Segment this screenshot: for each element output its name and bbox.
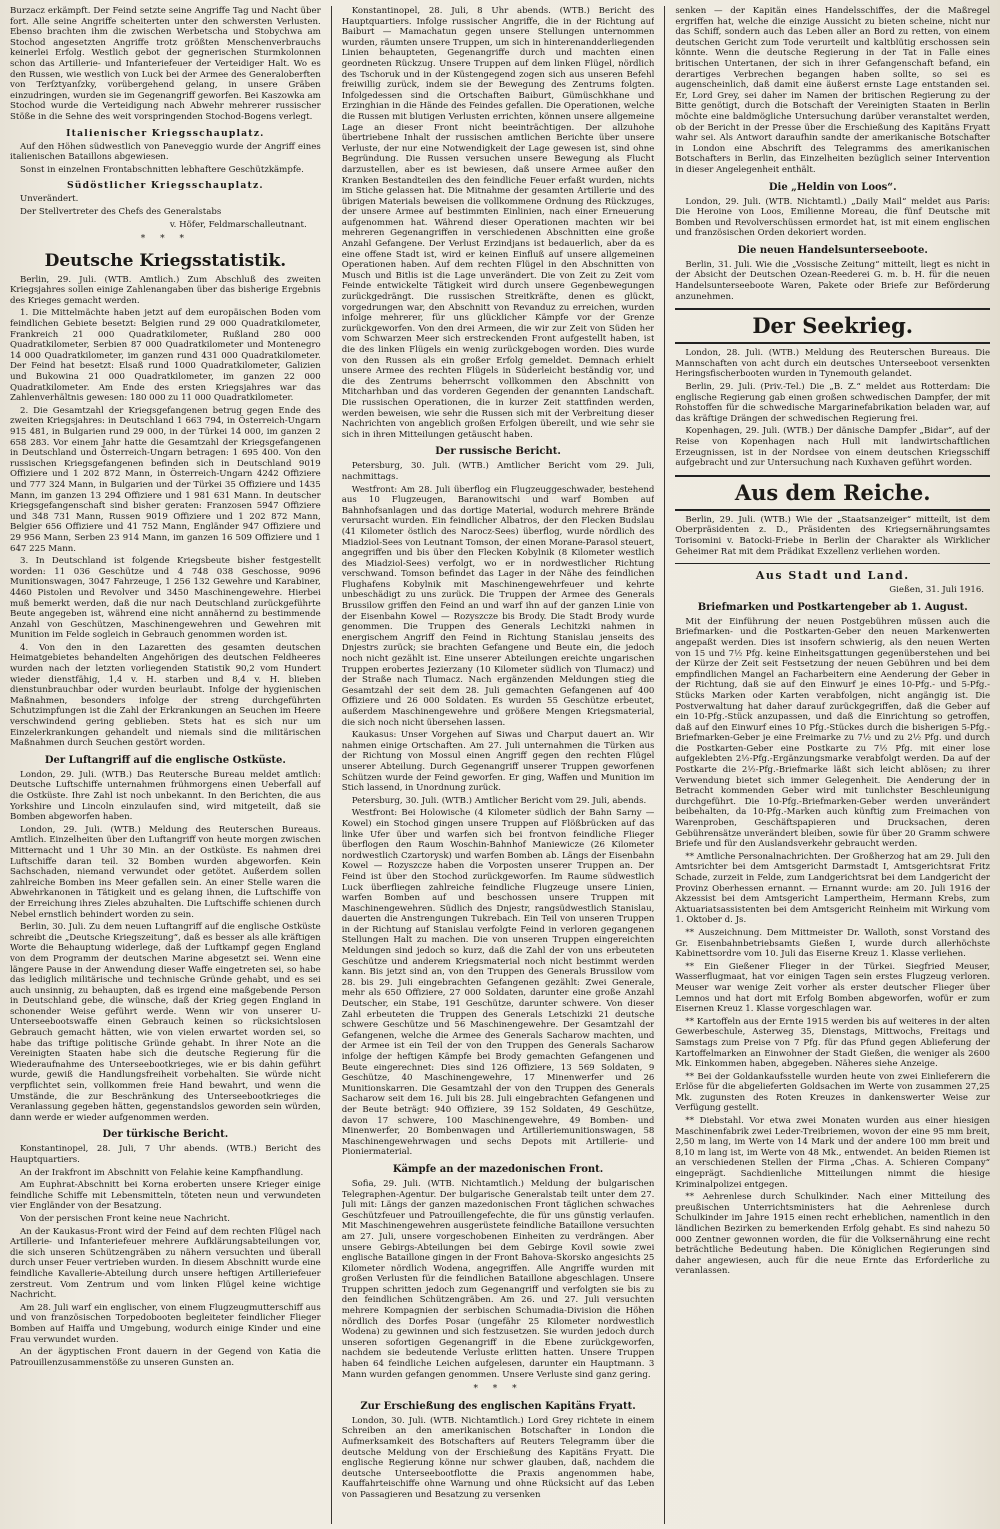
paragraph: 4. Von den in den Lazaretten des gesamten deutschen Heimatgebietes behandelten Angehörigen des deutschen Feldheeres wurden nach der letzten vorliegenden Statistik 90,2 vom Hundert wieder dienstfähig, 1,4 v. H. starben und 8,4 v. H. blieben dienstunbrauchbar oder wurden beurlaubt. Infolge der hygienischen Maßnahmen, besonders infolge der streng durchgeführten Schutzimpfungen ist die Zahl der Erkrankungen an Seuchen im Heere verschwindend gering geblieben. Stets hat es sich nur um Einzelerkrankungen gehandelt und niemals sind die militärischen Maßnahmen durch Seuchen gestört worden. — [10, 642, 321, 749]
article-title: Zur Erschießung des englischen Kapitäns Fryatt. — [360, 1400, 636, 1412]
section-banner: Der Seekrieg. — [675, 308, 990, 344]
paragraph: Petersburg, 30. Juli. (WTB.) Amtlicher Bericht vom 29. Juli, abends. — [351, 795, 647, 806]
paragraph: Kopenhagen, 29. Juli. (WTB.) Der dänische Dampfer „Bidar“, auf der Reise von Kopenhagen nach Hull mit landwirtschaftlichen Erzeugnissen, ist in der Nordsee von einem deutschen Kriegsschiff aufgebracht und zur Untersuchung nach Kuxhaven geführt worden. — [675, 426, 991, 469]
paragraph: Westfront: Am 28. Juli überflog ein Flugzeuggeschwader, bestehend aus 10 Flugzeugen, Baranowitschi und warf Bomben auf Bahnhofsanlagen und das dortige Material, wodurch mehrere Brände verursacht wurden. Ein feindlicher Albatros, der den Flecken Budslau (41 Kilometer östlich des Narocz-Sees) überflog, wurde nördlich des Miadziol-Sees von Leutnant Tomson, der einen Morane-Parasol steuert, angegriffen und bis über den Flecken Kobylnik (8 Kilometer westlich des Miadziol-Sees) verfolgt, wo er in nordwestlicher Richtung verschwand. Tomson befindet das Lager in der Nähe des feindlichen Flughafens Kobylnik mit Maschinengewehrfeuer und kehrte unbeschädigt zu uns zurück. Die Truppen der Armee des Generals Brussilow griffen den Feind an und warf ihn auf der ganzen Linie von der Eisenbahn Kowel — Rozyszcze bis Brody. Die Stadt Brody wurde genommen. Die Truppen des Generals Lechitzki nahmen in energischem Angriff den Feind in Richtung Stanislau jenseits des Dnjestrs zurück; sie brachten Gefangene und Beute ein, die jedoch noch nicht gezählt ist. Eine unserer Abteilungen ereichte ungarischen Truppen erobertes Jezierzany (10 Kilometer südlich von Tlumacz) und der Straße nach Tlumacz. Nach ergänzenden Meldungen stieg die Gesamtzahl der seit dem 28. Juli gemachten Gefangenen auf 400 Offiziere und 26 000 Soldaten. Es wurden 55 Geschütze erbeutet, außerdem Maschinengewehre und größere Mengen Kriegsmaterial, die sich noch nicht übersehen lassen. — [341, 484, 655, 728]
paragraph: Burzacz erkämpft. Der Feind setzte seine Angriffe Tag und Nacht über fort. Alle seine Angriffe scheiterten unter den schwersten Verlusten. Ebenso brachten ihm die zwischen Werbetscha und Stobychwa am Stochod angesetzten Angriffe trotz größten Menschenverbrauchs keinerlei Erfolg. Westlich gebot der gegnerischen Sturmkolonnen schon das Artillerie- und Infanteriefeuer der Verteidiger Halt. Wo es den Russen, wie westlich von Luck bei der Armee des Generaloberften von Terſztyanſzky, vorübergehend gelang, in unsere Gräben einzudringen, wurden sie im Gegenangriff geworfen. Bei Kaszowka am Stochod wurde die Verteidigung nach Abwehr mehrerer russischer Stöße in die Sehne des weit vorspringenden Stochod-Bogens verlegt. — [10, 6, 321, 122]
paragraph: Petersburg, 30. Juli. (WTB.) Amtlicher Bericht vom 29. Juli, nachmittags. — [341, 461, 655, 482]
paragraph: London, 28. Juli. (WTB.) Meldung des Reuterschen Bureaus. Die Mannschaften von acht durch ein deutsches Unterseeboot versenkten Heringsfischerbooten wurden in Tynemouth gelandet. — [675, 348, 991, 380]
paragraph: London, 29. Juli. (WTB. Nichtamtl.) „Daily Mail“ meldet aus Paris: Die Heroine von Loos, Emilienne Moreau, die fünf Deutsche mit Bomben und Revolverschüssen ermordet hat, ist mit einem englischen und französischen Orden dekoriert worden. — [675, 196, 991, 239]
paragraph: 2. Die Gesamtzahl der Kriegsgefangenen betrug gegen Ende des zweiten Kriegsjahres: in Deutschland 1 663 794, in Österreich-Ungarn 915 481, in Bulgarien rund 29 000, in der Türkei 14 000, im ganzen 2 658 283. Vor einem Jahr hatte die Gesamtzahl der Kriegsgefangenen in Deutschland und Österreich-Ungarn betragen: 1 695 400. Von den russischen Kriegsgefangenen befinden sich in Deutschland 9019 Offiziere und 1 202 872 Mann, in Österreich-Ungarn 4242 Offiziere und 777 324 Mann, in Bulgarien und der Türkei 35 Offiziere und 1435 Mann, im ganzen 13 294 Offiziere und 1 981 631 Mann. In deutscher Kriegsgefangenschaft sind bisher geraten: Franzosen 5947 Offiziere und 348 731 Mann, Russen 9019 Offiziere und 1 202 872 Mann, Belgier 656 Offiziere und 41 752 Mann, Engländer 947 Offiziere und 29 956 Mann, Serben 23 914 Mann, im ganzen 16 509 Offiziere und 1 647 225 Mann. — [10, 405, 321, 554]
paragraph: Sofia, 29. Juli. (WTB. Nichtamtlich.) Meldung der bulgarischen Telegraphen-Agentur. Der bulgarische Generalstab teilt unter dem 27. Juli mit: Längs der ganzen mazedonischen Front täglichen schwaches Geschützfeuer und Patrouillengefechte, die für uns günstig verlaufen. Mit Maschinengewehren ausgerüstete feindliche Bataillone versuchten am 27. Juli, unsere vorgeschobenen Einheiten zu verdrängen. Aber unsere Gebirgs-Abteilungen bei dem Gebirge Kovil sowie zwei englische Bataillone gingen in der Front Bahova-Skorsko angesichts 25 Kilometer nördlich Wodena, angegriffen. Alle Angriffe wurden mit großen Verlusten für die feindlichen Bataillone abgeschlagen. Unsere Truppen schritten jedoch zum Gegenangriff und verfolgten sie bis zu den feindlichen Schützengräben. Am 26. und 27. Juli versuchten mehrere Kompagnien der serbischen Schumadia-Division die Höhen nördlich des Dorfes Posar (ungefähr 25 Kilometer nordwestlich Wodena) zu gewinnen und sich festzusetzen. Sie wurden jedoch durch unseren sofortigen Gegenangriff in die Ebene zurückgeworfen, nachdem sie bedeutende Verluste erlitten hatten. Unsere Truppen haben 64 feindliche Leichen aufgelesen, darunter ein Hauptmann. 3 Mann wurden gefangen genommen. Unsere Verluste sind ganz gering. — [341, 1178, 655, 1380]
paragraph: An der Kaukasus-Front wird der Feind auf dem rechten Flügel nach Artillerie- und Infanteriefeuer mehrere Aufklärungsabteilungen vor, die sich unseren Schützengräben zu nähern versuchten und überall durch unser Feuer vertrieben wurden. In diesem Abschnitt wurde eine feindliche Kavallerie-Abteilung durch unsere heftigen Artilleriefeuer zerstreut. Vom Zentrum und vom linken Flügel keine wichtige Nachricht. — [10, 1226, 321, 1301]
paragraph: Sonst in einzelnen Frontabschnitten lebhaftere Geschützkämpfe. — [20, 164, 304, 175]
paragraph: An der Irakfront im Abschnitt von Felahie keine Kampfhandlung. — [20, 1167, 304, 1178]
paragraph: Berlin, 29. Juli. (WTB. Amtlich.) Zum Abschluß des zweiten Kriegsjahres sollen einige Zahlenangaben über das bisherige Ergebnis des Krieges gemacht werden. — [10, 274, 321, 306]
paragraph: Berlin, 31. Juli. Wie die „Vossische Zeitung“ mitteilt, liegt es nicht in der Absicht der Deutschen Ozean-Reederei G. m. b. H. für die neuen Handelsunterseeboote Waren, Pakete oder Briefe zur Beförderung anzunehmen. — [675, 259, 991, 302]
dateline: Gießen, 31. Juli 1916. — [889, 585, 985, 596]
paragraph: Kaukasus: Unser Vorgehen auf Siwas und Charput dauert an. Wir nahmen einige Ortschaften. Am 27. Juli unternahmen die Türken aus der Richtung von Mossul einen Angriff gegen den rechten Flügel unserer Abteilung. Durch Gegenangriff unserer Truppen geworfenen Schützen wurde der Feind geworfen. Er ging, Waffen und Munition im Stich lassend, in Unordnung zurück. — [341, 730, 655, 794]
paragraph: Konstantinopel, 28. Juli, 7 Uhr abends. (WTB.) Bericht des Hauptquartiers. — [10, 1144, 321, 1165]
paragraph: ** Aehrenlese durch Schulkinder. Nach einer Mitteilung des preußischen Unterrichtsministers hat die Aehrenlese durch Schulkinder im Jahre 1915 einen recht erheblichen, namentlich in den ländlichen Bezirken zu bemerkenden Erfolg gehabt. Es sind nahezu 50 000 Zentner gewonnen worden, die für die Volksernährung eine recht beträchtliche Bedeutung haben. Die Königlichen Regierungen sind daher angewiesen, auch für die neue Ernte das Erforderliche zu veranlassen. — [675, 1192, 991, 1277]
paragraph: London, 29. Juli. (WTB.) Das Reutersche Bureau meldet amtlich: Deutsche Luftschiffe unternahmen frühmorgens einen Ueberfall auf die Ostküste. Ihre Zahl ist noch unbekannt. In den Berichten, die aus Yorkshire und Lincoln einzulaufen sind, wird mitgeteilt, daß sie Bomben abgeworfen haben. — [10, 769, 321, 823]
section-heading: Südöstlicher Kriegsschauplatz. — [66, 180, 264, 192]
column-rule — [664, 6, 665, 1524]
paragraph: An der ägyptischen Front dauern in der Gegend von Katia die Patrouillenzusammenstöße zu unseren Gunsten an. — [10, 1347, 321, 1368]
article-title: Briefmarken und Postkartengeber ab 1. August. — [697, 601, 968, 613]
paragraph: Berlin, 29. Juli. (Priv.-Tel.) Die „B. Z.“ meldet aus Rotterdam: Die englische Regierung gab einen großen schwedischen Dampfer, der mit Rohstoffen für die schwedische Margarinefabrikation beladen war, auf das kräftige Drängen der schwedischen Regierung frei. — [675, 382, 991, 424]
paragraph: London, 30. Juli. (WTB. Nichtamtlich.) Lord Grey richtete in einem Schreiben an den amerikanischen Botschafter in London die Aufmerksamkeit des Botschafters auf Reuters Telegramm über die deutsche Meldung von der Erschießung des Kapitäns Fryatt. Die englische Regierung könne nur schwer glauben, daß, nachdem die deutsche Unterseebootflotte die Praxis angenommen habe, Kauffahrteischiffe ohne Warnung und ohne Rücksicht auf das Leben von Passagieren und Besatzung zu versenken — [341, 1415, 655, 1500]
signature-line: Der Stellvertreter des Chefs des Generalstabs — [20, 206, 222, 217]
paragraph: 1. Die Mittelmächte haben jetzt auf dem europäischen Boden vom feindlichen Gebiete besetzt: Belgien rund 29 000 Quadratkilometer, Frankreich 21 000 Quadratkilometer, Rußland 280 000 Quadratkilometer, Serbien 87 000 Quadratkilometer und Montenegro 14 000 Quadratkilometer, im ganzen rund 431 000 Quadratkilometer. Der Feind hat besetzt: Elsaß rund 1000 Quadratkilometer, Galizien und Bukowina 21 000 Quadratkilometer, im ganzen 22 000 Quadratkilometer. Am Ende des ersten Kriegsjahres war das Zahlenverhältnis gewesen: 180 000 zu 11 000 Quadratkilometer. — [10, 308, 321, 404]
column-rule — [331, 6, 332, 1524]
article-title: Kämpfe an der mazedonischen Front. — [392, 1163, 604, 1175]
column-middle — [342, 6, 655, 1524]
paragraph: Westfront: Bei Holowische (4 Kilometer südlich der Bahn Sarny — Kowel) ein Stochod gingen unsere Truppen auf Flößbrücken auf das linke Ufer über und warfen sich bei frontvon feindliche Flieger überflogen den Raum Woschin-Bahnhof Maniewicze (26 Kilometer nordwestlich Czartorysk) und warfen Bomben ab. Längs der Eisenbahn Kowel — Rozyszcze haben die Vorposten unserer Truppen an. Der Feind ist über den Stochod zurückgeworfen. Im Raume südwestlich Luck überfliegen zahlreiche feindliche Flugzeuge unsere Linien, warfen Bomben auf und beschossen unsere Truppen mit Maschinengewehren. Südlich des Dnjestr, rangsüdwestlich Stanislau, dauerten die Anstrengungen Tukrebach. Ein Teil von unseren Truppen in der Richtung auf Stanislau verfolgte Feind in verloren gegangenen Stellungen Halt zu machen. Die von unseren Truppen eingereichten Meldungen sind jedoch so kurz, daß die Zahl der von uns erbeuteten Geschütze und anderem Kriegsmaterial noch nicht bestimmt werden kann. Bis jetzt sind an, von den Truppen des Generals Brussilow vom 28. bis 29. Juli eingebrachten Gefangenen gezählt: Zwei Generale, mehr als 650 Offiziere, 27 000 Soldaten, darunter eine große Anzahl Deutscher, ein Stabe, 191 Geschütze, darunter schwere. Von dieser Zahl erbeuteten die Truppen des Generals Letschizki 21 deutsche schwere Geschütze und 56 Maschinengewehre. Der Gesamtzahl der Gefangenen, welche die Armee des Generals Sacharow machten, und der Armee ist ein Teil der von den Truppen des Generals Sacharow infolge der heftigen Kämpfe bei Brody gemachten Gefangenen und Beute eingerechnet: Dies sind 126 Offiziere, 13 569 Soldaten, 9 Geschütze, 40 Maschinengewehre, 17 Minenwerfer und 26 Munitionskarren. Die Gesamtzahl der von den Truppen des Generals Sacharow seit dem 16. Juli bis 28. Juli eingebrachten Gefangenen und der Beute beträgt: 940 Offiziere, 39 152 Soldaten, 49 Geschütze, davon 17 schwere, 100 Maschinengewehre, 49 Bomben- und Minenwerfer, 20 Bombenwagen und Artilleriemunitionswagen, 58 Maschinengewehrwagen und sechs Depots mit Artillerie- und Pioniermaterial. — [341, 808, 655, 1158]
column-left — [10, 6, 321, 1524]
paragraph: Von der persischen Front keine neue Nachricht. — [20, 1213, 230, 1224]
paragraph: Unverändert. — [20, 194, 79, 205]
article-title: Der russische Bericht. — [435, 446, 561, 458]
section-heading: Italienischer Kriegsschauplatz. — [66, 127, 265, 139]
section-heading: Aus Stadt und Land. — [755, 569, 910, 583]
paragraph: London, 29. Juli. (WTB.) Meldung des Reuterschen Bureaus. Amtlich. Einzelheiten über den Luftangriff von heute morgen zwischen Mitternacht und 1 Uhr 30 Min. an der Ostküste. Es nahmen drei Luftschiffe daran teil. 32 Bomben wurden abgeworfen. Kein Sachschaden, niemand verwundet oder getötet. Außerdem sollen zahlreiche Bomben ins Meer gefallen sein. An einer Stelle waren die Abwehrkanonen in Tätigkeit und es gelang ihnen, die Luftschiffe von der Erreichung ihres Zieles abzuhalten. Die Luftschiffe schienen durch Nebel ernstlich behindert worden zu sein. — [10, 824, 321, 920]
signature-name: v. Höfer, Feldmarschalleutnant. — [169, 219, 307, 230]
paragraph: senken — der Kapitän eines Handelsschiffes, der die Maßregel ergriffen hat, welche die einzige Aussicht zu bieten scheine, nicht nur das Schiff, sondern auch das Leben aller an Bord zu retten, von einem deutschen Gericht zum Tode verurteilt und kaltblütig erschossen sein könnte. Wenn die deutsche Regierung in der Tat in Falle eines britischen Untertanen, der sich in ihrer Gefangenschaft befand, ein derartiges Verbrechen begangen haben sollte, so sei es augenscheinlich, daß damit eine äußerst ernste Lage entstanden sei. Er, Lord Grey, sei daher im Namen der britischen Regierung zu der Bitte genötigt, durch die Botschaft der Vereinigten Staaten in Berlin möchte eine baldmögliche Untersuchung darüber veranstaltet werden, ob der Bericht in der Presse über die Erschießung des Kapitäns Fryatt wahr sei. Als Antwort daraufhin sandte der amerikanische Botschafter in London eine Abschrift des Telegramms des amerikanischen Botschafters in Berlin, das Einzelheiten bezüglich seiner Intervention in dieser Angelegenheit enthält. — [675, 6, 991, 175]
paragraph: ** Ein Gießener Flieger in der Türkei. Siegfried Meuser, Wasserflugmaat, hat vor einigen Tagen sein erstes Flugzeug verloren. Meuser war wenige Zeit vorher als erster deutscher Flieger über Lemnos und hat dort mit Erfolg Bomben abgeworfen, wofür er zum Eisernen Kreuz 1. Klasse vorgeschlagen war. — [675, 961, 991, 1015]
paragraph: ** Auszeichnung. Dem Mittmeister Dr. Walloth, sonst Vorstand des Gr. Eisenbahnbetriebsamts Gießen I, wurde durch allerhöchste Kabinettsordre vom 10. Juli das Eiserne Kreuz 1. Klasse verliehen. — [675, 927, 991, 960]
article-title: Der Luftangriff auf die englische Ostküste. — [44, 754, 286, 766]
separator-stars: * * * — [473, 1384, 523, 1395]
column-right — [675, 6, 990, 1524]
paragraph: Auf den Höhen südwestlich von Paneveggio wurde der Angriff eines italienischen Bataillons abgewiesen. — [10, 141, 321, 163]
article-title: Deutsche Kriegsstatistik. — [44, 250, 287, 271]
paragraph: ** Kartoffeln aus der Ernte 1915 werden bis auf weiteres in der alten Gewerbeschule, Asterweg 35, Dienstags, Mittwochs, Freitags und Samstags zum Preise von 7 Pfg. für das Pfund gegen Ablieferung der Kartoffelmarken an Einwohner der Stadt Gießen, die weniger als 2600 Mk. Einkommen haben, abgegeben. Näheres siehe Anzeige. — [675, 1016, 991, 1070]
article-title: Die „Heldin von Loos“. — [768, 181, 897, 193]
paragraph: ** Diebstahl. Vor etwa zwei Monaten wurden aus einer hiesigen Maschinenfabrik zwei Leder-Treibriemen, wovon der eine 95 mm breit, 2,50 m lang, im Werte von 14 Mark und der andere 100 mm breit und 8,10 m lang ist, im Werte von 48 Mk., entwendet. An beiden Riemen ist an verschiedenen Stellen der Firma „Chas. A. Schieren Company“ eingeprägt. Sachdienliche Mitteilungen nimmt die hiesige Kriminalpolizei entgegen. — [675, 1116, 991, 1190]
paragraph: ** Bei der Goldankaufsstelle wurden heute von zwei Einlieferern die Erlöse für die abgelieferten Goldsachen im Werte von zusammen 27,25 Mk. zugunsten des Roten Kreuzes in dankenswerter Weise zur Verfügung gestellt. — [675, 1071, 991, 1114]
paragraph: Am 28. Juli warf ein englischer, von einem Flugzeugmutterschiff aus und von französischen Torpedobooten begleiteter feindlicher Flieger Bomben auf Haiffa und Umgebung, wodurch einige Kinder und eine Frau verwundet wurden. — [10, 1302, 321, 1345]
paragraph: 3. In Deutschland ist folgende Kriegsbeute bisher festgestellt worden: 11 036 Geschütze und 4 748 038 Geschosse, 9096 Munitionswagen, 3047 Fahrzeuge, 1 256 132 Gewehre und Karabiner, 4460 Pistolen und Revolver und 3450 Maschinengewehre. Hierbei muß bemerkt werden, daß die nur nach Deutschland zurückgeführte Beute angegeben ist, während eine nicht annähernd zu bestimmende Anzahl von Geschützen, Maschinengewehren und Gewehren mit Munition im Felde sogleich in Gebrauch genommen worden ist. — [10, 556, 321, 641]
paragraph: Mit der Einführung der neuen Postgebühren müssen auch die Briefmarken- und die Postkarten-Geber den neuen Markenwerten angepaßt werden. Dies ist insofern schwierig, als den neuen Werten von 15 und 7½ Pfg. keine Einheitsgattungen gegenüberstehen und bei der Kürze der Zeit seit Festsetzung der neuen Gebühren und bei dem empfindlichen Mangel an Facharbeitern eine Aenderung der Geber in der Richtung, daß sie auf den Einwurf je eines 10-Pfg.- und 5-Pfg.-Stücks Marken oder Karten verabfolgen, nicht angängig ist. Die Postverwaltung hat daher darauf zurückgegriffen, daß die Geber auf ein 10-Pfg.-Stück anzupassen, und daß die Einrichtung so getroffen, daß auf den Einwurf eines 10 Pfg.-Stückes durch die bisherigen 5-Pfg.-Briefmarken-Geber je eine Freimarke zu 7½ und zu 2½ Pfg. und durch die Postkarten-Geber eine Postkarte zu 7½ Pfg. mit einer lose aufgeklebten 2½-Pfg.-Ergänzungsmarke verabfolgt werden. Da auf der Postkarte die 2½-Pfg.-Briefmarke läßt sich leicht ablösen; zu ihrer Verwendung bietet sich immer Gelegenheit. Die Aenderung der in Betracht kommenden Geber wird mit tunlichster Beschleunigung durchgeführt. Die 10-Pfg.-Briefmarken-Geber werden unverändert beibehalten, da 10-Pfg.-Marken auch künftig zum Freimachen von Warenproben, Geschäftspapieren und Drucksachen, deren Gebührensätze unverändert bleiben, sowie für über 20 Gramm schwere Briefe und für den Auslandsverkehr gebraucht werden. — [675, 616, 991, 850]
paragraph: Berlin, 30. Juli. Zu dem neuen Luftangriff auf die englische Ostküste schreibt die „Deutsche Kriegszeitung“, daß es besser als alle kräftigen Worte die Behauptung widerlege, daß der Luftkampf gegen England von dem Programm der deutschen Marine abgesetzt sei. Wenn eine längere Pause in der Anwendung dieser Waffe eingetreten sei, so habe das lediglich militärische und technische Gründe gehabt, und es sei auch unsinnig, zu behaupten, daß es irgend eine maßgebende Person in Deutschland gebe, die wünsche, daß der Krieg gegen England in schonender Weise geführt werde. Wenn wir von unserer U-Unterseebootswaffe einen Gebrauch keinen so rücksichtslosen Gebrauch gemacht hätten, wie von vielen erwartet worden sei, so habe das triftige politische Gründe gehabt. In ihrer Note an die Vereinigten Staaten habe sich die deutsche Regierung für die Wiederaufnahme des Unterseebootkrieges, wie er bis dahin geführt wurde, gewiß die Handlungsfreiheit vorbehalten. Sie würde nicht verpflichtet sein, vollkommen freie Hand bewahrt, und wenn die Umstände, die zur Beschränkung des Unterseebootkrieges die Veranlassung gegeben hätten, gegenstandslos geworden sein würden, dann werde er wieder aufgenommen werden. — [10, 922, 321, 1123]
divider — [675, 563, 990, 564]
article-title: Die neuen Handelsunterseeboote. — [737, 244, 928, 256]
separator-stars: * * * — [140, 234, 190, 245]
paragraph: Konstantinopel, 28. Juli, 8 Uhr abends. (WTB.) Bericht des Hauptquartiers. Infolge russischer Angriffe, die in der Richtung auf Baiburt — Mamachatun gegen unsere Stellungen unternommen wurden, räumten unsere Truppen, um sich in hinterenandderliegenden Linien behaupteten, Gegenangriffe durch und machten einen geordneten Rückzug. Unsere Truppen auf dem linken Flügel, nördlich des Tschoruk und in der Küstengegend zogen sich aus unseren Befehl freiwillig zurück, indem sie der Bewegung des Zentrums folgten. Infolgedessen sind die Ortschaften Baiburt, Gümüschkhane und Erzinghian in die Hände des Feindes gefallen. Die Operationen, welche die Russen mit blutigen Verlusten errichten, können unsere allgemeine Lage an dieser Front nicht beeinträchtigen. Der allzuhohe übertriebene Inhalt der russischen amtlichen Berichte über unsere Verluste, der nur eine Notwendigkeit der Lage gewesen ist, sind ohne Begründung. Die Russen versuchen unsere Bewegung als Flucht darzustellen, aber es ist bewiesen, daß unsere Armee außer den Kranken Bestandteilen des den feindliche Feuer erfaßt wurden, nichts im Stiche gelassen hat. Die Mitnahme der gesamten Artillerie und des übrigen Materials beweisen die vollkommene Ordnung des Rückzuges, der unsere Armee auf bestimmten Einlinien, nach einer Erneuerung aufgenommen hat. Während dieser Operationen machten wir bei mehreren Gegenangriffen in verschiedenen Abschnitten eine große Anzahl Gefangene. Der Verlust Erzindjans ist bedauerlich, aber da es eine offene Stadt ist, wird er keinen Einfluß auf unsere allgemeinen Operationen haben. Auf dem rechten Flügel in den Abschnitten von Musch und Bitlis ist die Lage unverändert. Die von Zeit zu Zeit vom Feinde entwickelte Tätigkeit wird durch unsere Gegenbewegungen zurückgedrängt. Die russischen Streitkräfte, denen es glückt, vorgedrungen war, den Abschnitt von Revanduz zu erreichen, wurden infolge mehrerer, für uns glücklicher Kämpfe vor der Grenze zurückgeworfen. Von den drei Armeen, die wir zur Zeit von Süden her vom Schwarzen Meer sich erstreckenden Front aufgestellt haben, ist die des linken Flügels ein wenig zurückgebogen worden. Dies wurde von den Russen als ein großer Erfolg gemeldet. Demnach erhielt unsere Armee des rechten Flügels in Süderleicht beständig vor, und die des Zentrums beherrscht vollkommen den Abschnitt von Mitcharhban und das vorderen Gegenden der genannten Landschaft. Die russischen Operationen, die in kurzer Zeit stattfinden werden, werden beweisen, wie sehr die Russen sich mit der Verbreitung dieser Nachrichten von angeblich großen Erfolgen übereilt, und wie sehr sie sich in ihren Mitteilungen getäuscht haben. — [341, 6, 655, 440]
section-banner: Aus dem Reiche. — [675, 475, 990, 511]
article-title: Der türkische Bericht. — [102, 1129, 229, 1141]
paragraph: Am Euphrat-Abschnitt bei Korna eroberten unsere Krieger einige feindliche Schiffe mit Lebensmitteln, töteten neun und verwundeten vier Engländer von der Besatzung. — [10, 1180, 321, 1212]
paragraph: ** Amtliche Personalnachrichten. Der Großherzog hat am 29. Juli den Amtsrichter bei dem Amtsgericht Darmstadt I, Amtsgerichtsrat Fritz Schade, zurzeit in Felde, zum Landgerichtsrat bei dem Landgericht der Provinz Oberhessen ernannt. — Ernannt wurde: am 20. Juli 1916 der Akzessist bei dem Amtsgericht Lampertheim, Hermann Krebs, zum Aktuariatsassistenten bei dem Amtsgericht Reinheim mit Wirkung vom 1. Oktober d. Js. — [675, 851, 991, 926]
paragraph: Berlin, 29. Juli. (WTB.) Wie der „Staatsanzeiger“ mitteilt, ist dem Oberpräsidenten z. D., Präsidenten des Kriegsernährungsamtes Torisomini v. Batocki-Friebe in Berlin der Charakter als Wirklicher Geheimer Rat mit dem Prädikat Exzellenz verliehen worden. — [675, 514, 991, 557]
